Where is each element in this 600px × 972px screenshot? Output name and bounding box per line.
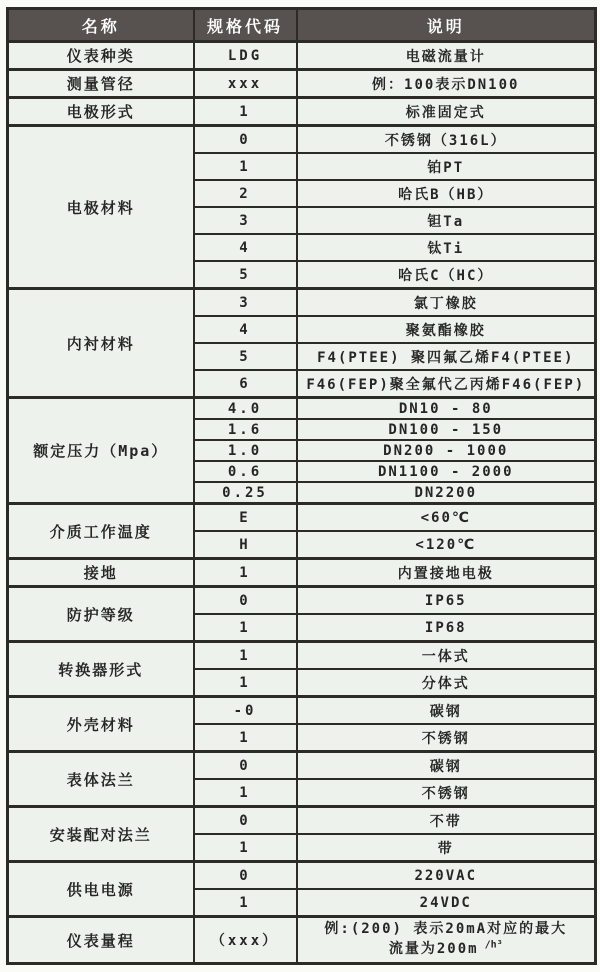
spec-code-cell: xxx — [194, 70, 297, 98]
description-cell: DN1100 - 2000 — [297, 461, 596, 482]
table-row — [8, 70, 596, 98]
spec-code-cell: 3 — [194, 207, 297, 234]
description-cell: F4(PTEE) 聚四氟乙烯F4(PTEE) — [297, 343, 596, 370]
description-cell: DN2200 — [297, 482, 596, 504]
description-cell: IP68 — [297, 614, 596, 642]
spec-code-cell: 0 — [194, 752, 297, 780]
description-cell: 内置接地电极 — [297, 559, 596, 587]
group-name-cell: 仪表种类 — [8, 42, 194, 70]
table-row — [8, 398, 596, 420]
group-name-cell: 表体法兰 — [8, 752, 194, 807]
group-name-cell: 测量管径 — [8, 70, 194, 98]
spec-code-cell: 1 — [194, 889, 297, 917]
table-row — [8, 289, 596, 317]
description-cell: 哈氏C（HC） — [297, 261, 596, 289]
spec-code-cell: 1 — [194, 98, 297, 126]
description-cell: 碳钢 — [297, 752, 596, 780]
group-name-cell: 电极材料 — [8, 126, 194, 289]
spec-code-cell: 2 — [194, 180, 297, 207]
description-cell: IP65 — [297, 587, 596, 615]
spec-code-cell: 1.6 — [194, 419, 297, 440]
table-row — [8, 697, 596, 725]
group-name-cell: 防护等级 — [8, 587, 194, 642]
spec-code-cell: 1 — [194, 642, 297, 670]
description-cell: 钽Ta — [297, 207, 596, 234]
table-row — [8, 642, 596, 670]
spec-code-cell: 0.25 — [194, 482, 297, 504]
table-row — [8, 862, 596, 890]
group-name-cell: 供电电源 — [8, 862, 194, 917]
spec-code-cell: 4 — [194, 234, 297, 261]
spec-code-cell: 6 — [194, 370, 297, 398]
spec-code-cell: 3 — [194, 289, 297, 317]
description-cell: <120℃ — [297, 531, 596, 559]
description-cell: 聚氨酯橡胶 — [297, 316, 596, 343]
description-cell: 铂PT — [297, 153, 596, 180]
group-name-cell: 转换器形式 — [8, 642, 194, 697]
description-cell: 氯丁橡胶 — [297, 289, 596, 317]
description-cell: 钛Ti — [297, 234, 596, 261]
table-row — [8, 42, 596, 70]
description-cell: DN200 - 1000 — [297, 440, 596, 461]
spec-code-cell: H — [194, 531, 297, 559]
table-row — [8, 807, 596, 835]
description-cell: 不锈钢 — [297, 724, 596, 752]
spec-code-cell: 1 — [194, 559, 297, 587]
description-cell: 220VAC — [297, 862, 596, 890]
description-cell: DN10 - 80 — [297, 398, 596, 420]
description-cell: 电磁流量计 — [297, 42, 596, 70]
description-cell: 标准固定式 — [297, 98, 596, 126]
description-cell: 不锈钢（316L） — [297, 126, 596, 154]
spec-code-cell: 1 — [194, 614, 297, 642]
table-row — [8, 917, 596, 964]
group-name-cell: 电极形式 — [8, 98, 194, 126]
spec-code-cell: 1 — [194, 779, 297, 807]
spec-code-cell: 0 — [194, 587, 297, 615]
spec-code-cell: 0 — [194, 807, 297, 835]
description-cell: F46(FEP)聚全氟代乙丙烯F46(FEP) — [297, 370, 596, 398]
spec-code-cell: 1 — [194, 669, 297, 697]
description-cell: 不带 — [297, 807, 596, 835]
description-cell: 一体式 — [297, 642, 596, 670]
unit-superscript: /h³ — [478, 939, 503, 951]
spec-code-cell: 1 — [194, 834, 297, 862]
table-header-row — [8, 9, 596, 42]
spec-table-body — [8, 42, 596, 964]
table-row — [8, 559, 596, 587]
column-header-code: 规格代码 — [194, 9, 297, 42]
spec-code-cell: 0 — [194, 862, 297, 890]
table-row — [8, 504, 596, 532]
description-cell: 分体式 — [297, 669, 596, 697]
spec-code-cell: 4 — [194, 316, 297, 343]
spec-code-cell: 4.0 — [194, 398, 297, 420]
description-line: 流量为200m $^{/h^3}$ — [388, 939, 503, 957]
description-line: 例:(200) 表示20mA对应的最大 — [324, 921, 568, 938]
group-name-cell: 内衬材料 — [8, 289, 194, 398]
spec-code-cell: 5 — [194, 343, 297, 370]
description-cell: DN100 - 150 — [297, 419, 596, 440]
description-cell: 哈氏B（HB） — [297, 180, 596, 207]
description-cell: 24VDC — [297, 889, 596, 917]
table-row — [8, 587, 596, 615]
spec-code-cell: 0.6 — [194, 461, 297, 482]
column-header-desc: 说明 — [297, 9, 596, 42]
table-row — [8, 752, 596, 780]
spec-code-cell: 5 — [194, 261, 297, 289]
column-header-name: 名称 — [8, 9, 194, 42]
group-name-cell: 额定压力（Mpa） — [8, 398, 194, 504]
group-name-cell: 外壳材料 — [8, 697, 194, 752]
spec-code-cell: （xxx） — [194, 917, 297, 964]
spec-code-cell: 1 — [194, 724, 297, 752]
table-row — [8, 98, 596, 126]
spec-code-cell: LDG — [194, 42, 297, 70]
group-name-cell: 仪表量程 — [8, 917, 194, 964]
description-cell: 带 — [297, 834, 596, 862]
description-cell: 不锈钢 — [297, 779, 596, 807]
spec-table-head — [8, 9, 596, 42]
spec-code-cell: 1.0 — [194, 440, 297, 461]
description-cell — [297, 917, 596, 964]
spec-code-cell: 0 — [194, 126, 297, 154]
description-cell: 碳钢 — [297, 697, 596, 725]
group-name-cell: 介质工作温度 — [8, 504, 194, 559]
group-name-cell: 安装配对法兰 — [8, 807, 194, 862]
description-cell: <60℃ — [297, 504, 596, 532]
group-name-cell: 接地 — [8, 559, 194, 587]
description-cell: 例：100表示DN100 — [297, 70, 596, 98]
spec-table — [6, 7, 597, 965]
spec-code-cell: -0 — [194, 697, 297, 725]
table-row — [8, 126, 596, 154]
spec-code-cell: E — [194, 504, 297, 532]
spec-code-cell: 1 — [194, 153, 297, 180]
